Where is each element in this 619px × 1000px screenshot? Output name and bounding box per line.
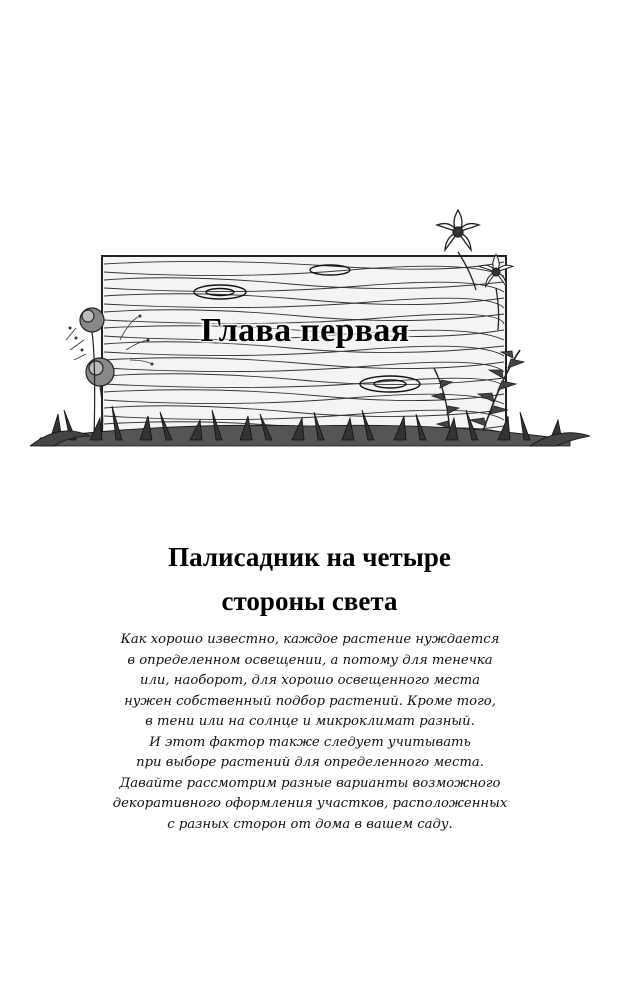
intro-line: декоративного оформления участков, расположенных [112, 796, 508, 811]
chapter-label: Глава первая [200, 312, 410, 349]
section-title-line-2: стороны света [221, 586, 398, 616]
intro-line: И этот фактор также следует учитывать [149, 734, 471, 750]
intro-line: нужен собственный подбор растений. Кроме того, [124, 693, 496, 709]
intro-line: Давайте рассмотрим разные варианты возможного [119, 775, 501, 791]
intro-line: Как хорошо известно, каждое растение нуждается [120, 632, 500, 647]
intro-line: или, наоборот, для хорошо освещенного места [140, 673, 480, 688]
intro-line: при выборе растений для определенного места. [136, 755, 484, 770]
intro-line: в определенном освещении, а потому для тенечка [127, 652, 493, 668]
intro-paragraph [80, 630, 540, 835]
intro-line: с разных сторон от дома в вашем саду. [167, 816, 453, 832]
section-title [60, 535, 559, 623]
intro-line: в тени или на солнце и микроклимат разный. [145, 714, 475, 729]
section-title-line-1: Палисадник на четыре [168, 542, 451, 572]
